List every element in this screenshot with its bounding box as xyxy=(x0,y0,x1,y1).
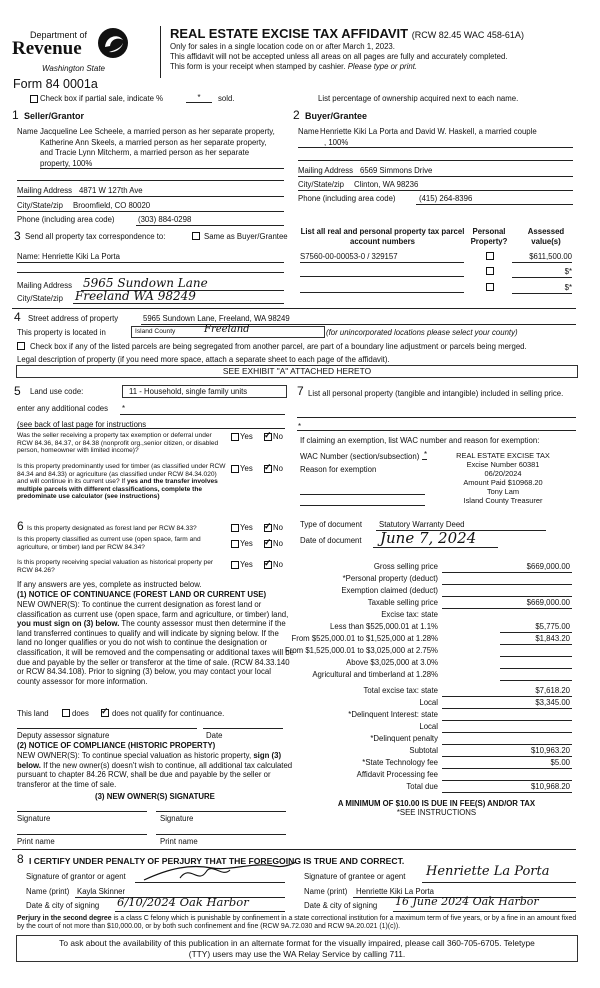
tier1-label: Less than $525,000.01 at 1.1% xyxy=(330,622,438,631)
owner-sig-line-2 xyxy=(156,811,286,812)
street-address[interactable]: 5965 Sundown Lane, Freeland, WA 98249 xyxy=(143,314,290,323)
personal-star: * xyxy=(298,422,302,431)
city-handwritten: Freeland xyxy=(204,324,250,335)
value-line xyxy=(512,293,572,294)
buyer-address[interactable]: 6569 Simmons Drive xyxy=(360,166,433,175)
forest-no-label: No xyxy=(273,523,283,532)
stamp-line: REAL ESTATE EXCISE TAX xyxy=(456,451,550,460)
seller-address[interactable]: 4871 W 127th Ave xyxy=(79,186,143,195)
timber-question xyxy=(17,463,229,501)
buyer-address-line xyxy=(298,176,573,177)
tier3-line xyxy=(500,656,572,657)
seller-number: 1 xyxy=(12,108,19,122)
buyer-name-pct: , 100% xyxy=(324,138,349,147)
legal-label: Legal description of property (if you need more space, attach a separate sheet to each page of the affidavit). xyxy=(17,355,390,364)
reason-line-2 xyxy=(300,505,425,506)
parcels-header-personal: Personal Property? xyxy=(470,227,508,246)
accessibility-text: To ask about the availability of this publication in an alternate format for the visually impaired, please call 360-705-6705. Teletype (TTY) users may use the WA Relay Service by calling 711. xyxy=(59,938,535,959)
forest-question: Is this property designated as forest land per RCW 84.33? xyxy=(27,525,197,532)
seller-city-label: City/State/zip xyxy=(17,201,63,210)
owner-sig-label-2: Signature xyxy=(160,814,194,823)
tier4-line xyxy=(500,668,572,669)
reason-label: Reason for exemption xyxy=(300,465,377,474)
partial-sale-percent[interactable]: * xyxy=(186,93,212,103)
tech-fee-line xyxy=(442,768,572,769)
notice2-b: If the new owner(s) doesn't wish to continue, all additional tax calculated pursuant to chapter 84.26 RCW, shall be due and payable by the seller or transferor at the time of sale. xyxy=(17,760,293,789)
segregated-label: Check box if any of the listed parcels are being segregated from another parcel, are part of a boundary line adjustment or parcels being merged. xyxy=(30,342,527,351)
deputy-sig-label: Deputy assessor signature xyxy=(17,731,110,740)
grantor-signature-scribble xyxy=(140,858,300,886)
corr-city[interactable]: Freeland WA 98249 xyxy=(75,289,196,303)
buyer-phone[interactable]: (415) 264-8396 xyxy=(419,194,473,203)
affidavit-fee-line xyxy=(442,780,572,781)
timber-yes-label: Yes xyxy=(240,464,253,473)
doc-type-label: Type of document xyxy=(300,520,362,529)
grantee-signature[interactable]: Henriette La Porta xyxy=(426,864,550,879)
grantee-name-label: Name (print) xyxy=(304,887,348,896)
notice2-bold: sign (3) below. xyxy=(17,751,282,770)
new-owner-signature-heading: (3) NEW OWNER(S) SIGNATURE xyxy=(95,792,215,801)
current-use-yes-label: Yes xyxy=(240,539,253,548)
perjury-text: is a class C felony which is punishable by confinement in a state correctional institution for a maximum term of five years, or by a fine in an amount fixed by the court of not more than $10,000.00, or by both such confinement and fine (RCW 9A.72.030 and RCW 9A.20.021 (1)(c)). xyxy=(17,915,577,931)
penalty-label: *Delinquent penalty xyxy=(370,734,438,743)
located-label: This property is located in xyxy=(17,328,106,337)
seller-phone-line xyxy=(136,225,284,226)
county-name: Island County xyxy=(135,328,176,335)
timber-no-checkbox[interactable] xyxy=(264,465,272,473)
does-not-label: does not qualify for continuance. xyxy=(112,709,225,718)
see-instructions: *SEE INSTRUCTIONS xyxy=(396,808,477,817)
owner-print-label-2: Print name xyxy=(160,837,198,846)
header-note1: Only for sales in a single location code on or after March 1, 2023. xyxy=(170,42,395,51)
wac-line xyxy=(422,459,427,460)
buyer-address-label: Mailing Address xyxy=(298,166,354,175)
delinquent-state-line xyxy=(442,720,572,721)
landuse-number: 5 xyxy=(14,384,21,398)
accessibility-box xyxy=(16,935,578,962)
grantor-date[interactable]: 6/10/2024 Oak Harbor xyxy=(117,895,249,909)
notice2-heading: (2) NOTICE OF COMPLIANCE (HISTORIC PROPERTY) xyxy=(17,741,216,750)
parcels-header-list: List all real and personal property tax parcel account numbers xyxy=(300,227,465,246)
seller-address-line xyxy=(17,196,284,197)
current-use-no-checkbox[interactable] xyxy=(264,540,272,548)
this-land-label: This land xyxy=(17,709,49,718)
seller-name-line2 xyxy=(17,180,284,181)
gross-label: Gross selling price xyxy=(373,562,438,571)
note3-text: This form is your receipt when stamped by cashier. xyxy=(170,62,346,71)
current-use-yes-checkbox[interactable] xyxy=(231,540,239,548)
dor-logo xyxy=(12,26,132,78)
historic-yes-label: Yes xyxy=(240,560,253,569)
buyer-name-line2 xyxy=(298,160,573,161)
parcel-value[interactable]: $* xyxy=(564,267,572,276)
personal-line-1 xyxy=(297,417,576,418)
additional-codes-line xyxy=(120,414,285,415)
street-number: 4 xyxy=(14,310,21,324)
corr-name[interactable]: Henriette Kiki La Porta xyxy=(42,252,121,261)
buyer-number: 2 xyxy=(293,108,300,122)
current-use-question: Is this property classified as current use (open space, farm and agriculture, or timber) land per RCW 84.34? xyxy=(17,536,201,551)
personal-property-checkbox[interactable] xyxy=(486,283,494,291)
grantee-sig-line xyxy=(422,882,576,883)
tier2-line xyxy=(500,644,572,645)
grantee-date-label: Date & city of signing xyxy=(304,901,378,910)
stamp-line: Amount Paid $10968.20 xyxy=(463,478,543,487)
corr-city-label: City/State/zip xyxy=(17,294,63,303)
total-state-line xyxy=(442,696,572,697)
exemption-yes-label: Yes xyxy=(240,432,253,441)
exemption-deduct-label: Exemption claimed (deduct) xyxy=(341,586,438,595)
section8-top-line xyxy=(12,849,576,850)
forest-no-checkbox[interactable] xyxy=(264,524,272,532)
historic-yes-checkbox[interactable] xyxy=(231,561,239,569)
local2-label: Local xyxy=(419,722,438,731)
buyer-city-line xyxy=(298,190,573,191)
corr-address[interactable]: 5965 Sundown Lane xyxy=(83,276,208,290)
title-ref: (RCW 82.45 WAC 458-61A) xyxy=(411,30,524,40)
owner-sig-label-1: Signature xyxy=(17,814,51,823)
tier1-line xyxy=(500,632,572,633)
doc-date-label: Date of document xyxy=(300,536,362,545)
seller-name[interactable]: Jacqueline Lee Scheele, a married person as her separate property, Katherine Ann Skeels, a married person as her separate property, and Tracie Lynn Mitcherm, a married person as her separate property, 100% xyxy=(40,127,275,168)
subtotal-label: Subtotal xyxy=(409,746,438,755)
timber-yes-checkbox[interactable] xyxy=(231,465,239,473)
parcels-header-assessed: Assessed value(s) xyxy=(527,227,565,246)
notice1-bold: you must sign on (3) below. xyxy=(17,619,120,629)
tier2-value[interactable]: $1,843.20 xyxy=(535,634,570,643)
stamp-line: Island County Treasurer xyxy=(463,496,543,505)
county-box[interactable] xyxy=(131,326,325,338)
note3-italic: Please type or print. xyxy=(347,62,418,71)
header-note3 xyxy=(170,62,417,71)
grantee-date-line xyxy=(393,911,576,912)
seller-heading: Seller/Grantor xyxy=(24,111,85,121)
forest-yes-checkbox[interactable] xyxy=(231,524,239,532)
historic-no-label: No xyxy=(273,560,283,569)
section6-number: 6 xyxy=(17,519,24,533)
exemption-deduct-line xyxy=(442,596,572,597)
agri-line xyxy=(500,680,572,681)
unincorporated-note: (for unincorporated locations please select your county) xyxy=(326,328,518,337)
tech-fee-value[interactable]: $5.00 xyxy=(550,758,570,767)
notice2-text xyxy=(17,751,295,789)
grantor-date-label: Date & city of signing xyxy=(26,901,100,910)
parcel-number[interactable]: S7560-00-00053-0 / 329157 xyxy=(300,252,398,261)
subtotal-value[interactable]: $10,963.20 xyxy=(530,746,570,755)
header-note2: This affidavit will not be accepted unless all areas on all pages are fully and accurately completed. xyxy=(170,52,508,61)
legal-description: SEE EXHIBIT "A" ATTACHED HERETO xyxy=(222,366,372,376)
doc-date-line xyxy=(373,547,498,548)
treasurer-stamp xyxy=(430,452,576,522)
total-due-value[interactable]: $10,968.20 xyxy=(530,782,570,791)
header-divider xyxy=(160,26,161,78)
corr-name-label: Name: xyxy=(17,252,40,261)
value-line xyxy=(512,277,572,278)
total-state-value[interactable]: $7,618.20 xyxy=(535,686,570,695)
owner-print-line-2 xyxy=(156,834,286,835)
tier3-label: From $1,525,000.01 to $3,025,000 at 2.75% xyxy=(284,646,438,655)
doc-date[interactable]: June 7, 2024 xyxy=(380,529,477,547)
personal-property-checkbox[interactable] xyxy=(486,252,494,260)
stamp-line: 06/20/2024 xyxy=(484,469,522,478)
gross-line xyxy=(442,572,572,573)
personal-deduct-label: *Personal property (deduct) xyxy=(342,574,438,583)
grantor-name-label: Name (print) xyxy=(26,887,70,896)
timber-question-text: Is this property predominantly used for timber (as classified under RCW 84.34 and 84.33) or agriculture (as classified under RCW 84.34.020) and will continue in its current use? If xyxy=(17,463,226,486)
wac-value[interactable]: * xyxy=(424,450,428,459)
seller-phone-label: Phone (including area code) xyxy=(17,215,115,224)
personal-deduct-line xyxy=(442,584,572,585)
partial-sale-label: Check box if partial sale, indicate % xyxy=(40,94,164,103)
corr-city-line xyxy=(73,303,284,304)
same-as-buyer-checkbox[interactable] xyxy=(192,232,200,240)
correspondence-number: 3 xyxy=(14,229,21,243)
perjury-bold: Perjury in the second degree xyxy=(17,915,112,922)
landuse-label: Land use code: xyxy=(30,387,84,396)
owner-sig-line-1 xyxy=(17,811,147,812)
section4-top-line xyxy=(12,308,576,309)
notice1-b: The county assessor must then determine if the land transferred continues to qualify and will indicate by signing below. If the land no longer qualifies or you do not wish to continue the designation or classification, it will be removed and the compensating or additional taxes will be due and payable by the seller or transferor at the time of sale. (RCW 84.33.140 or RCW 84.34.108). Prior to signing (3) below, you may contact your local county assessor for more information. xyxy=(17,619,294,686)
stamp-line: Excise Number 60381 xyxy=(466,460,540,469)
correspondence-label: Send all property tax correspondence to: xyxy=(25,232,166,241)
historic-no-checkbox[interactable] xyxy=(264,561,272,569)
personal-property-label: List all personal property (tangible and intangible) included in selling price. xyxy=(308,389,564,398)
segregated-checkbox[interactable] xyxy=(17,342,25,350)
exemption-claim-label: If claiming an exemption, list WAC number and reason for exemption: xyxy=(300,436,540,445)
timber-no-label: No xyxy=(273,464,283,473)
excise-state-label: Excise tax: state xyxy=(381,610,438,619)
buyer-heading: Buyer/Grantee xyxy=(305,111,368,121)
tier1-value[interactable]: $5,775.00 xyxy=(535,622,570,631)
tier4-label: Above $3,025,000 at 3.0% xyxy=(346,658,438,667)
gross-value[interactable]: $669,000.00 xyxy=(526,562,570,571)
parcel-value[interactable]: $611,500.00 xyxy=(529,252,572,261)
grantee-sig-label: Signature of grantee or agent xyxy=(304,872,406,881)
current-use-no-label: No xyxy=(273,539,283,548)
deputy-sig-line xyxy=(17,728,197,729)
doc-type[interactable]: Statutory Warranty Deed xyxy=(379,520,465,529)
section8-number: 8 xyxy=(17,852,24,866)
owner-print-line-1 xyxy=(17,834,147,835)
dept-line3: Washington State xyxy=(42,64,106,73)
personal-line-2 xyxy=(297,430,576,431)
exemption-no-checkbox[interactable] xyxy=(264,433,272,441)
see-back-note: (see back of last page for instructions xyxy=(17,420,147,429)
legal-description-box[interactable] xyxy=(16,365,578,378)
notice1-text xyxy=(17,600,295,686)
dept-line2: Revenue xyxy=(12,38,82,59)
seller-name-line xyxy=(40,168,284,169)
form-title xyxy=(170,26,524,41)
local-value[interactable]: $3,345.00 xyxy=(535,698,570,707)
seller-city[interactable]: Broomfield, CO 80020 xyxy=(73,201,151,210)
additional-codes[interactable]: * xyxy=(122,404,126,413)
partial-sale-sold: sold. xyxy=(218,94,235,103)
grantee-name[interactable]: Henriette Kiki La Porta xyxy=(356,887,435,896)
dept-line1: Department of xyxy=(30,30,88,40)
landuse-code-box[interactable] xyxy=(122,385,287,398)
local-line xyxy=(442,708,572,709)
notice1-a: NEW OWNER(S): To continue the current designation as forest land or classification as current use (open space, farm and agriculture, or timber) land, xyxy=(17,600,289,619)
agri-label: Agricultural and timberland at 1.28% xyxy=(312,670,438,679)
notice1-heading: (1) NOTICE OF CONTINUANCE (FOREST LAND OR CURRENT USE) xyxy=(17,590,267,599)
buyer-name[interactable]: Henriette Kiki La Porta and David W. Haskell, a married couple xyxy=(320,127,537,136)
personal-property-checkbox[interactable] xyxy=(486,267,494,275)
ownership-note: List percentage of ownership acquired next to each name. xyxy=(318,94,519,103)
grantor-name[interactable]: Kayla Skinner xyxy=(77,887,126,896)
reason-line-1 xyxy=(300,494,425,495)
local2-line xyxy=(442,732,572,733)
landuse-code: 11 - Household, single family units xyxy=(129,387,248,396)
exemption-question: Was the seller receiving a property tax exemption or deferral under RCW 84.36, 84.37, or 84.38 (nonprofit org.,senior citizen, or disabled person, homeowner with limited income)? xyxy=(17,432,219,455)
parcel-line xyxy=(300,276,464,277)
forest-yes-label: Yes xyxy=(240,523,253,532)
exemption-no-label: No xyxy=(273,432,283,441)
does-label: does xyxy=(72,709,89,718)
seller-name-label: Name xyxy=(17,127,38,136)
value-line xyxy=(512,262,572,263)
dor-swirl-icon xyxy=(96,26,130,60)
minimum-note: A MINIMUM OF $10.00 IS DUE IN FEE(S) AND/OR TAX xyxy=(337,799,536,808)
taxable-label: Taxable selling price xyxy=(367,598,438,607)
subtotal-line xyxy=(442,756,572,757)
affidavit-fee-label: Affidavit Processing fee xyxy=(356,770,438,779)
buyer-name-line xyxy=(298,147,573,148)
buyer-phone-label: Phone (including area code) xyxy=(298,194,396,203)
exemption-yes-checkbox[interactable] xyxy=(231,433,239,441)
buyer-city-label: City/State/zip xyxy=(298,180,344,189)
taxable-value[interactable]: $669,000.00 xyxy=(526,598,570,607)
same-as-buyer-label: Same as Buyer/Grantee xyxy=(204,232,288,241)
parcel-line xyxy=(300,292,464,293)
stamp-line: Tony Lam xyxy=(486,487,520,496)
total-due-line xyxy=(442,792,572,793)
seller-address-label: Mailing Address xyxy=(17,186,73,195)
if-yes-note: If any answers are yes, complete as instructed below. xyxy=(17,580,202,589)
total-state-label: Total excise tax: state xyxy=(363,686,438,695)
does-qualify-checkbox[interactable] xyxy=(62,709,70,717)
penalty-line xyxy=(442,744,572,745)
notice2-a: NEW OWNER(S): To continue special valuation as historic property, xyxy=(17,751,252,760)
buyer-city[interactable]: Clinton, WA 98236 xyxy=(354,180,419,189)
tier2-label: From $525,000.01 to $1,525,000 at 1.28% xyxy=(291,634,438,643)
total-due-label: Total due xyxy=(406,782,438,791)
partial-sale-checkbox[interactable] xyxy=(30,95,38,103)
form-number: Form 84 0001a xyxy=(13,77,98,91)
parcel-value[interactable]: $* xyxy=(564,283,572,292)
historic-question: Is this property receiving special valuation as historical property per RCW 84.26? xyxy=(17,559,214,574)
certify-statement: I CERTIFY UNDER PENALTY OF PERJURY THAT THE FOREGOING IS TRUE AND CORRECT. xyxy=(29,856,405,866)
buyer-phone-line xyxy=(416,204,573,205)
grantor-date-line xyxy=(115,911,285,912)
section7-number: 7 xyxy=(297,384,304,398)
buyer-name-label: Name xyxy=(298,127,319,136)
timber-question-bold: yes and the transfer involves multiple parcels with different classifications, complete the predominate use calculator (see instructions) xyxy=(17,478,218,501)
corr-extra-line xyxy=(17,272,284,273)
see-back-line xyxy=(17,428,285,429)
deputy-date-line xyxy=(203,728,283,729)
corr-name-line xyxy=(17,262,284,263)
seller-city-line xyxy=(17,211,284,212)
corr-address-label: Mailing Address xyxy=(17,281,73,290)
deputy-date-label: Date xyxy=(206,731,223,740)
grantor-sig-label: Signature of grantor or agent xyxy=(26,872,126,881)
parcel-line xyxy=(300,262,464,263)
title-text: REAL ESTATE EXCISE TAX AFFIDAVIT xyxy=(170,26,409,41)
does-not-qualify-checkbox[interactable] xyxy=(101,709,109,717)
street-label: Street address of property xyxy=(28,314,119,323)
delinquent-state-label: *Delinquent Interest: state xyxy=(348,710,438,719)
tech-fee-label: *State Technology fee xyxy=(362,758,438,767)
grantee-date[interactable]: 16 June 2024 Oak Harbor xyxy=(395,895,539,908)
owner-print-label-1: Print name xyxy=(17,837,55,846)
wac-label: WAC Number (section/subsection) xyxy=(300,452,420,461)
taxable-line xyxy=(442,608,572,609)
additional-codes-label: enter any additional codes xyxy=(17,404,109,413)
seller-phone[interactable]: (303) 884-0298 xyxy=(138,215,192,224)
local-label: Local xyxy=(419,698,438,707)
perjury-notice xyxy=(17,915,579,931)
